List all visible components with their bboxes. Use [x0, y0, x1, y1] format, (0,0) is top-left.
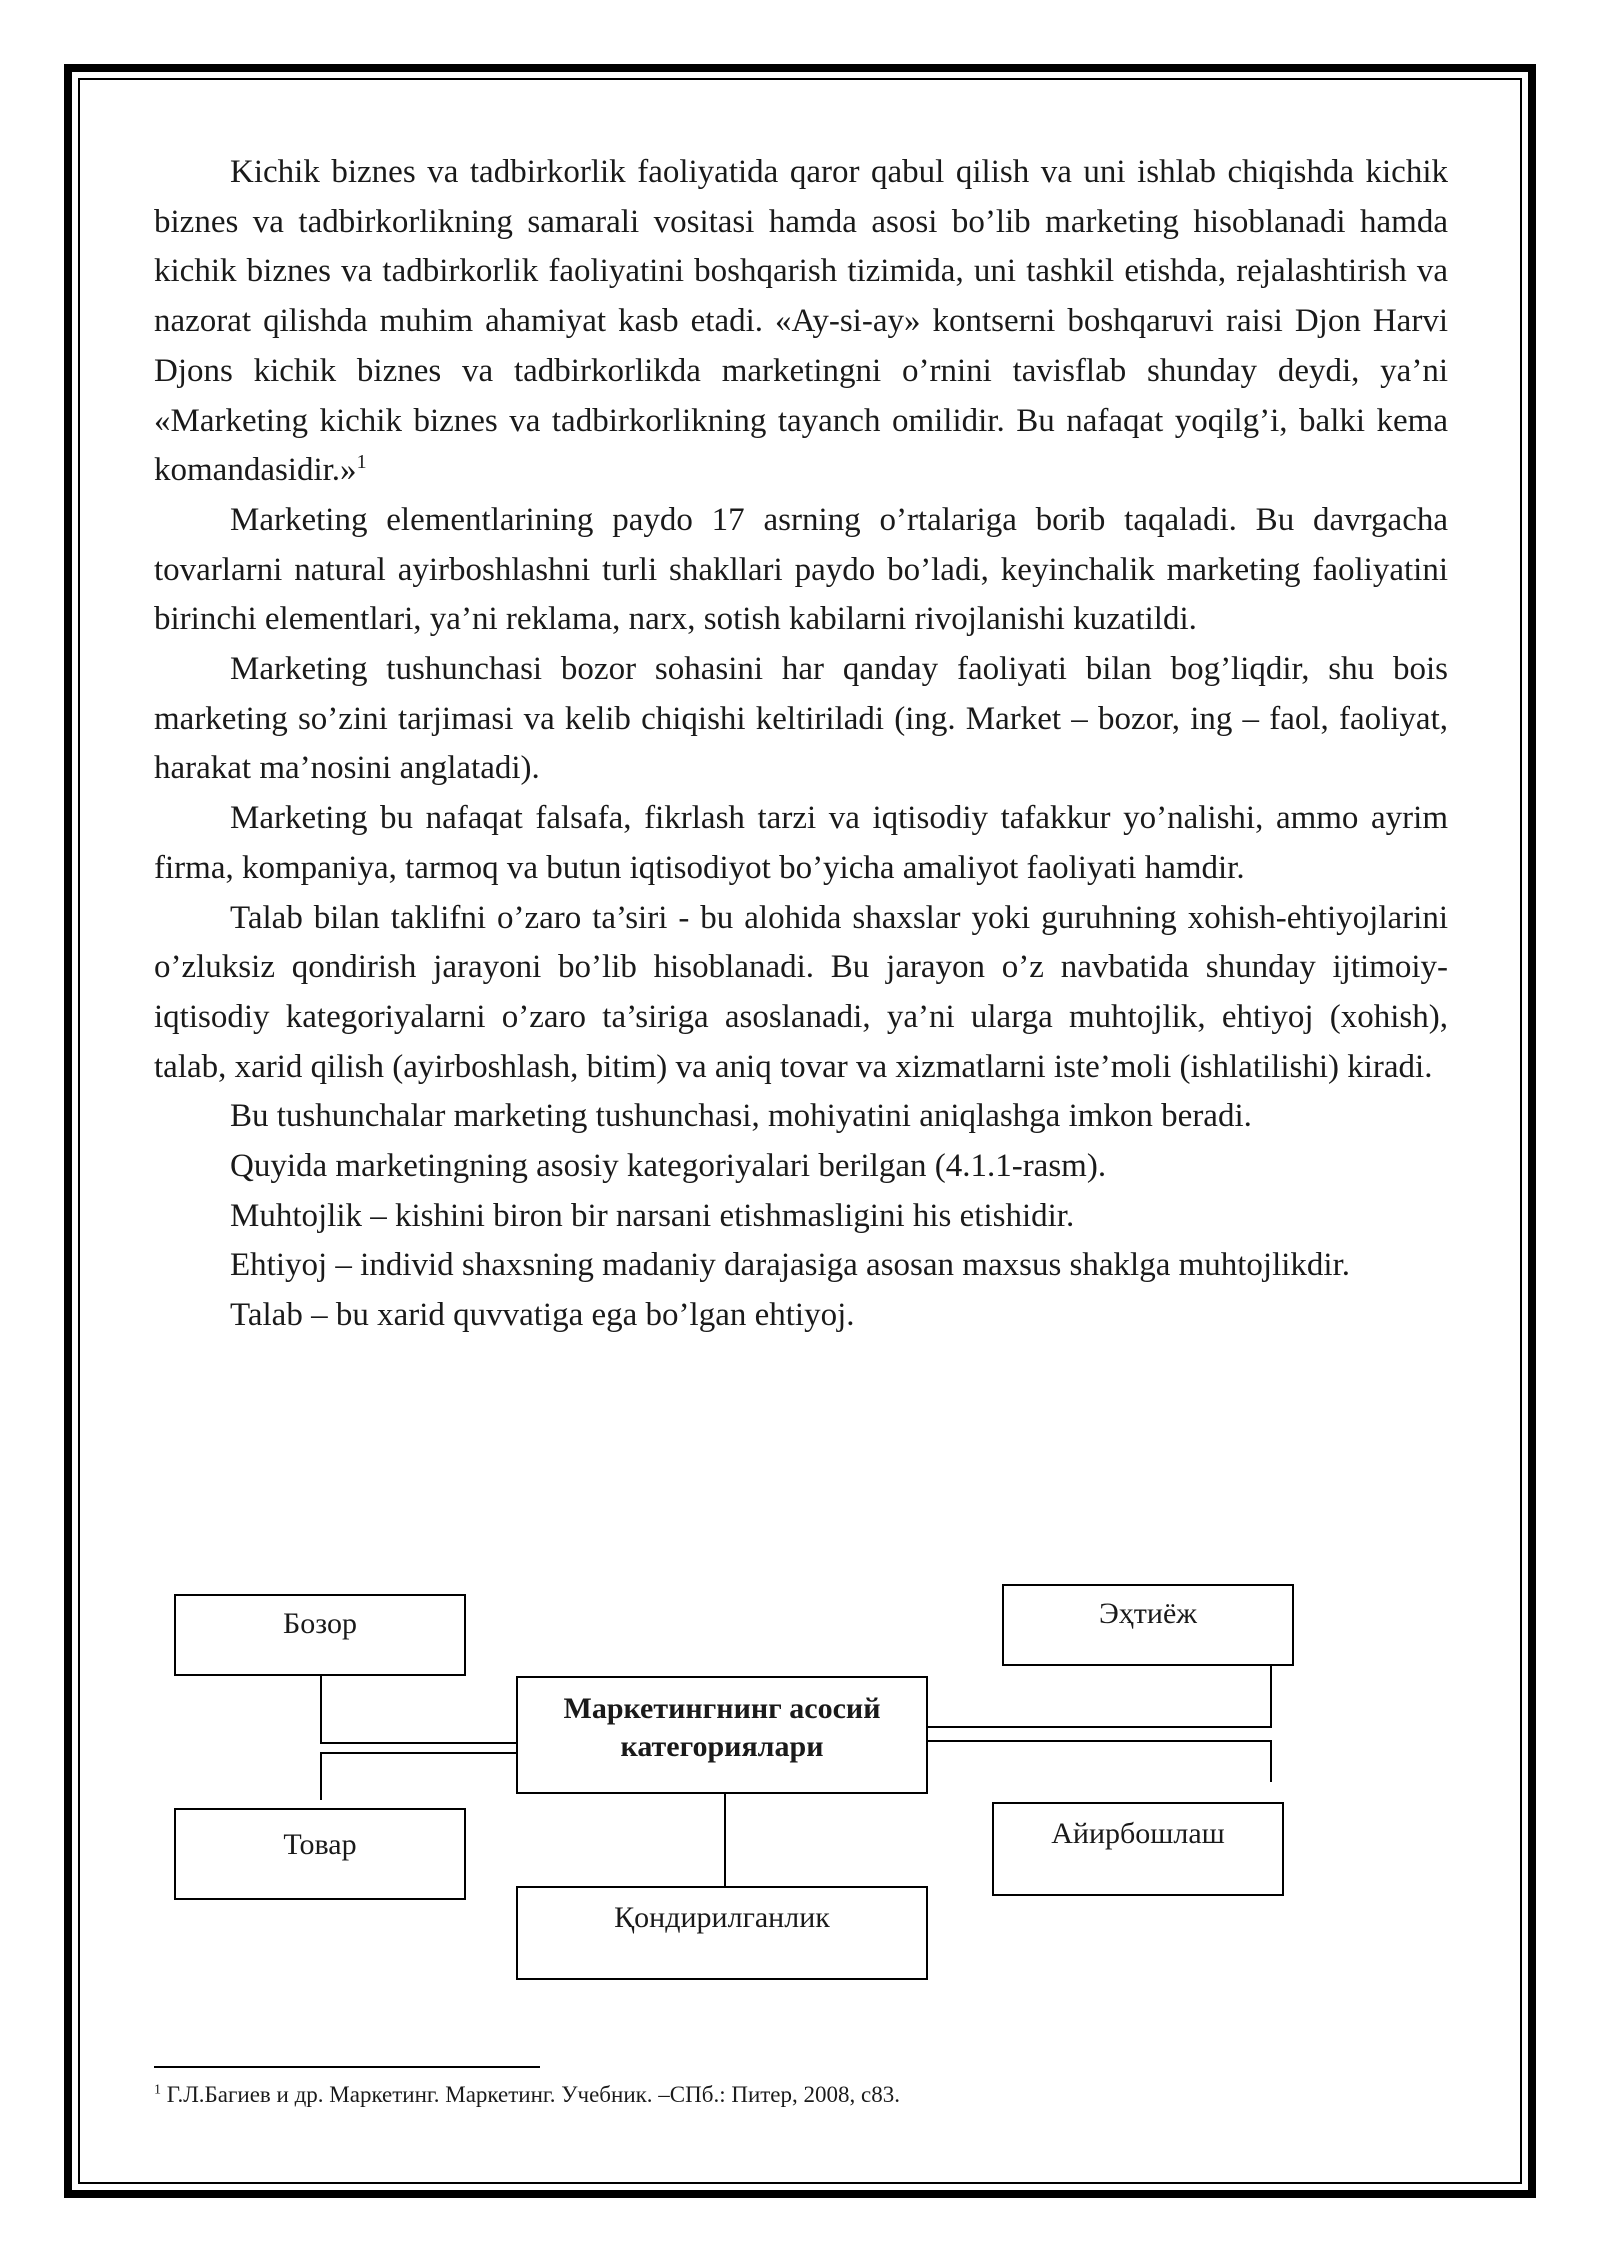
connector-ayirboshlash-vertical [1270, 1740, 1272, 1782]
footnote-text: Г.Л.Багиев и др. Маркетинг. Маркетинг. Учебник. –СПб.: Питер, 2008, с83. [161, 2082, 900, 2107]
paragraph-5: Talab bilan taklifni o’zaro ta’siri - bu alohida shaxslar yoki guruhning xohish-ehtiyojlarini o’zluksiz qondirish jarayoni bo’lib hisoblanadi. Bu jarayon o’z navbatida shunday ijtimoiy-iqtisodiy kategoriyalarni o’zaro ta’siriga asoslanadi, ya’ni ularga muhtojlik, ehtiyoj (xohish), talab, xarid qilish (ayirboshlash, bitim) va aniq tovar va xizmatlarni iste’moli (ishlatilishi) kiradi. [154, 899, 1448, 1085]
connector-qondirilganlik [724, 1792, 726, 1888]
paragraph-1 [154, 148, 1448, 496]
body-text [154, 148, 1448, 1341]
box-center-line2: категориялари [620, 1730, 824, 1763]
paragraph-9: Ehtiyoj – individ shaxsning madaniy darajasiga asosan maxsus shaklga muhtojlikdir. [230, 1247, 1351, 1284]
connector-ayirboshlash-horizontal [928, 1740, 1272, 1742]
footnote [154, 2082, 900, 2108]
paragraph-1-text: Kichik biznes va tadbirkorlik faoliyatida qaror qabul qilish va uni ishlab chiqishda kichik biznes va tadbirkorlikning samarali vositasi hamda asosi bo’lib marketing hisoblanadi hamda kichik biznes va tadbirkorlik faoliyatini boshqarish tizimida, uni tashkil etishda, rejalashtirish va nazorat qilishda muhim ahamiyat kasb etadi. «Ay-si-ay» kontserni boshqaruvi raisi Djon Harvi Djons kichik biznes va tadbirkorlikda marketingni o’rnini tavisflab shunday deydi, ya’ni «Marketing kichik biznes va tadbirkorlikning tayanch omilidir. Bu nafaqat yoqilg’i, balki kema komandasidir.» [154, 154, 1448, 489]
paragraph-8: Muhtojlik – kishini biron bir narsani etishmasligini his etishidir. [230, 1197, 1075, 1234]
marketing-categories-diagram [150, 1560, 1310, 2000]
connector-bozor-vertical [320, 1666, 322, 1744]
connector-bozor-horizontal [320, 1742, 526, 1744]
box-bozor [174, 1594, 466, 1676]
box-ehtiyoj [1002, 1584, 1294, 1666]
paragraph-2: Marketing elementlarining paydo 17 asrning o’rtalariga borib taqaladi. Bu davrgacha tovarlarni natural ayirboshlashni turli shakllari paydo bo’ladi, keyinchalik marketing faoliyatini birinchi elementlari, ya’ni reklama, narx, sotish kabilarni rivojlanishi kuzatildi. [154, 501, 1448, 638]
connector-tovar-horizontal [320, 1752, 526, 1754]
paragraph-4: Marketing bu nafaqat falsafa, fikrlash tarzi va iqtisodiy tafakkur yo’nalishi, ammo ayrim firma, kompaniya, tarmoq va butun iqtisodiyot bo’yicha amaliyot faoliyati hamdir. [154, 800, 1448, 886]
box-ehtiyoj-label: Эҳтиёж [1098, 1597, 1197, 1630]
connector-tovar-vertical [320, 1752, 322, 1800]
footnote-number: 1 [154, 2082, 161, 2098]
box-center-line1: Маркетингнинг асосий [563, 1692, 881, 1725]
connector-ehtiyoj-vertical [1270, 1666, 1272, 1728]
paragraph-3: Marketing tushunchasi bozor sohasini har qanday faoliyati bilan bog’liqdir, shu bois marketing so’zini tarjimasi va kelib chiqishi keltiriladi (ing. Market – bozor, ing – faol, faoliyat, harakat ma’nosini anglatadi). [154, 651, 1448, 787]
box-qondirilganlik-label: Қондирилганлик [614, 1901, 830, 1934]
box-qondirilganlik [516, 1886, 928, 1980]
box-ayirboshlash-label: Айирбошлаш [1051, 1817, 1225, 1850]
footnote-reference[interactable]: 1 [356, 451, 367, 474]
box-bozor-label: Бозор [283, 1607, 357, 1640]
connector-ehtiyoj-horizontal [928, 1726, 1272, 1728]
box-ayirboshlash [992, 1802, 1284, 1896]
paragraph-6: Bu tushunchalar marketing tushunchasi, mohiyatini aniqlashga imkon beradi. [230, 1098, 1252, 1135]
paragraph-7: Quyida marketingning asosiy kategoriyalari berilgan (4.1.1-rasm). [230, 1148, 1107, 1185]
box-tovar-label: Товар [283, 1828, 357, 1861]
box-center [516, 1676, 928, 1794]
paragraph-10: Talab – bu xarid quvvatiga ega bo’lgan ehtiyoj. [230, 1297, 855, 1334]
footnote-separator [154, 2066, 540, 2068]
box-tovar [174, 1808, 466, 1900]
